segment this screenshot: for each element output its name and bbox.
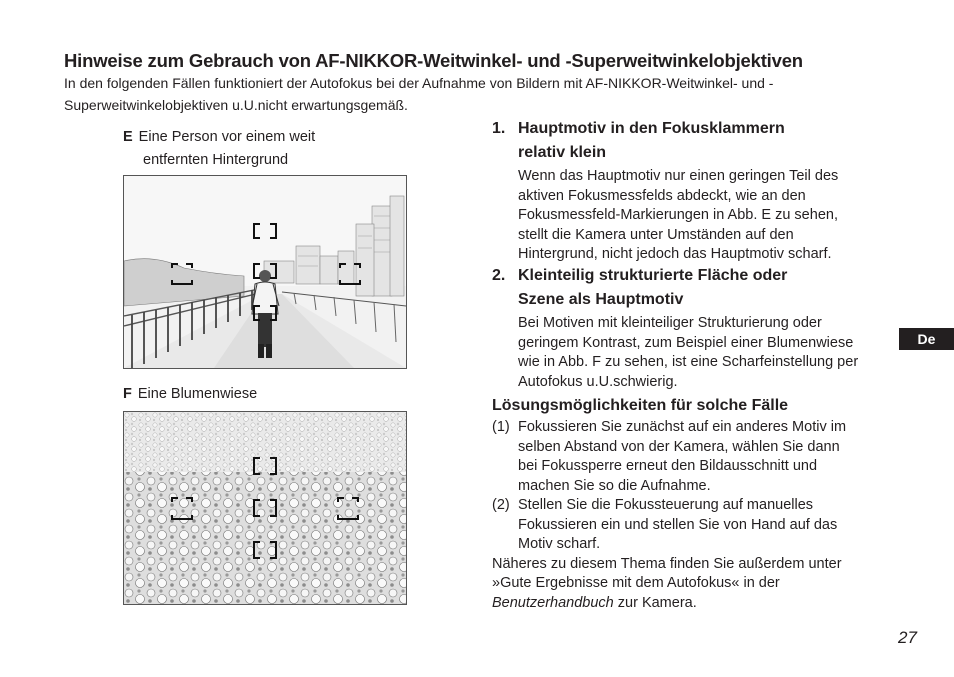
section-2 (492, 264, 892, 392)
section-2-line: wie in Abb. F zu sehen, ist eine Scharfeinstellung per (518, 354, 859, 370)
figure-f-caption-text: Eine Blumenwiese (137, 386, 258, 402)
section-1-number: 1. (492, 120, 506, 137)
section-1-line: Wenn das Hauptmotiv nur einen geringen Teil des (518, 168, 839, 184)
figure-e-caption-line2: entfernten Hintergrund (143, 152, 289, 168)
section-2-heading-line1: Kleinteilig strukturierte Fläche oder (518, 267, 788, 284)
section-1-heading-line1: Hauptmotiv in den Fokusklammern (518, 120, 785, 137)
solutions-section (492, 394, 892, 613)
figure-e-letter: E (123, 129, 133, 145)
section-2-line: Autofokus u.U.schwierig. (518, 373, 678, 390)
solution-item-line: selben Abstand von der Kamera, wählen Sie dann (518, 438, 840, 455)
figure-e-caption (123, 126, 315, 172)
solution-item (492, 418, 892, 496)
solution-item-line: Stellen Sie die Fokussteuerung auf manuelles (518, 497, 814, 513)
section-2-body (492, 314, 892, 392)
person-on-bridge-photo (123, 175, 407, 369)
flower-meadow-photo (123, 411, 407, 605)
solution-item-line: bei Fokussperre erneut den Bildausschnitt und (518, 458, 818, 474)
section-1 (492, 117, 892, 265)
figure-f-letter: F (123, 386, 132, 402)
figure-f-caption (123, 383, 257, 406)
section-1-line: Hintergrund, nicht jedoch das Hauptmotiv scharf. (518, 246, 832, 262)
solution-item-line: Fokussieren ein und stellen Sie von Hand auf das (518, 516, 838, 533)
section-2-number: 2. (492, 267, 506, 284)
page-number: 27 (898, 628, 917, 647)
solution-item-marker: (2) (492, 497, 510, 513)
solutions-footer-line2: »Gute Ergebnisse mit dem Autofokus« in der (492, 575, 780, 591)
section-2-line: Bei Motiven mit kleinteiliger Strukturierung oder (518, 315, 822, 331)
solutions-heading: Lösungsmöglichkeiten für solche Fälle (492, 397, 789, 414)
section-1-line: Fokusmessfeld-Markierungen in Abb. E zu sehen, (518, 207, 838, 223)
language-tab: De (899, 328, 954, 350)
solution-item-line: machen Sie so die Aufnahme. (518, 477, 711, 494)
section-1-line: stellt die Kamera unter Umständen auf den (518, 226, 794, 243)
solution-item-marker: (1) (492, 419, 510, 435)
page-title: Hinweise zum Gebrauch von AF-NIKKOR-Weitwinkel- und -Superweitwinkelobjektiven (64, 50, 803, 71)
section-1-body (492, 167, 892, 265)
section-2-heading (492, 264, 892, 312)
manual-title: Benutzerhandbuch (492, 594, 614, 611)
solution-item-line: Motiv scharf. (518, 536, 601, 552)
section-1-heading (492, 117, 892, 165)
solutions-footer-end: zur Kamera. (613, 594, 697, 611)
figure-e-caption-line1: Eine Person vor einem weit (138, 129, 316, 145)
solutions-body (492, 418, 892, 613)
section-1-line: aktiven Fokusmessfelds abdeckt, wie an den (518, 187, 806, 204)
solutions-footer-line1: Näheres zu diesem Thema finden Sie außerdem unter (492, 555, 842, 572)
section-2-line: geringem Kontrast, zum Beispiel einer Blumenwiese (518, 334, 854, 351)
solution-item-line: Fokussieren Sie zunächst auf ein anderes Motiv im (518, 419, 847, 435)
solution-item (492, 496, 892, 555)
intro-paragraph: In den folgenden Fällen funktioniert der Autofokus bei der Aufnahme von Bildern mit AF-NIKKOR-Weitwinkel- und -Superweitwinkelobjektiven u.U.nicht erwartungsgemäß. (64, 75, 774, 113)
section-1-heading-line2: relativ klein (518, 144, 607, 161)
solutions-footer-line3 (492, 594, 892, 614)
section-2-heading-line2: Szene als Hauptmotiv (518, 291, 684, 308)
